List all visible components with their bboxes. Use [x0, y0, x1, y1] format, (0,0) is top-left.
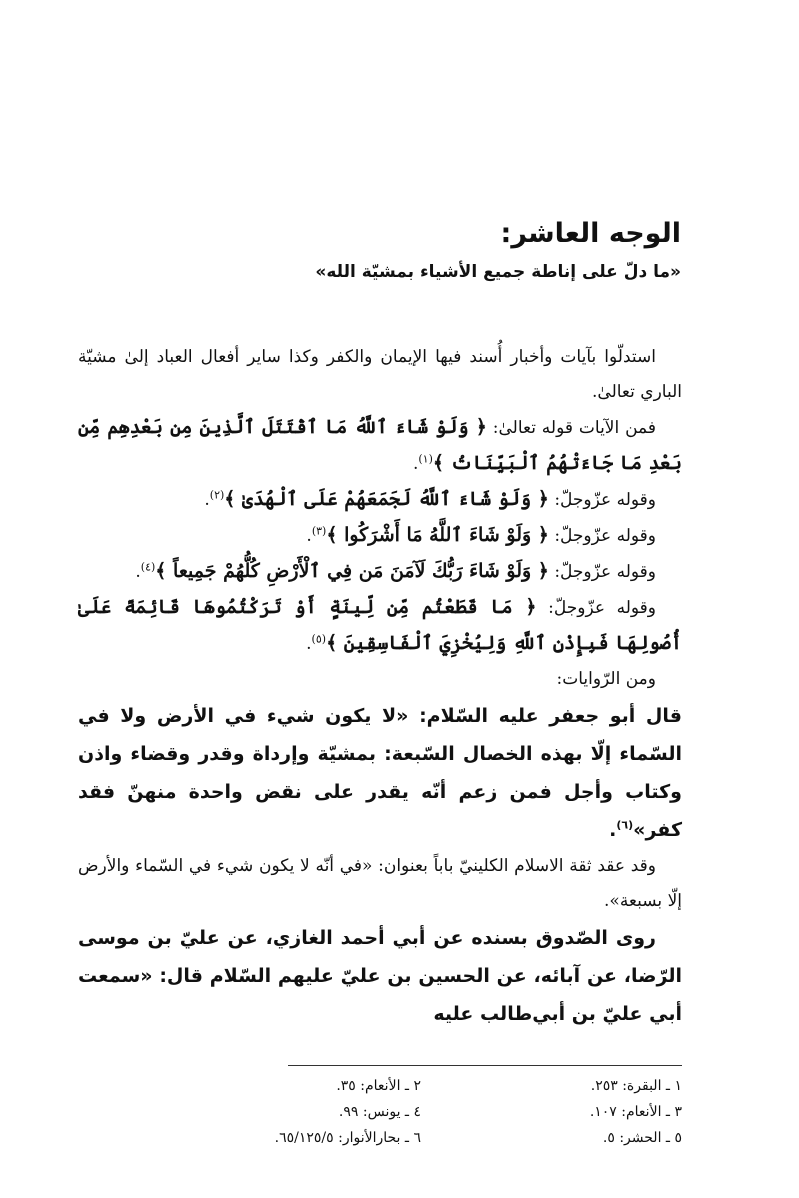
footnote-ref: (٥) — [311, 632, 327, 646]
paragraph-kulayni: وقد عقد ثقة الاسلام الكلينيّ باباً بعنوان: «في أنّه لا يكون شيء في السّماء والأرض إلّا بسبعة». — [78, 856, 682, 911]
paragraph-narrations-label: ومن الرّوايات: — [556, 669, 656, 689]
paragraph-verse-1: فمن الآيات قوله تعالىٰ: ﴿ وَلَوْ شَاءَ ٱللَّهُ مَا ٱقْتَتَلَ ٱلَّذِينَ مِن بَعْدِهِم مِّن بَعْدِ مَا جَاءَتْهُمُ ٱلْبَيِّنَاتُ ﴾$^{(١)}$. — [78, 416, 682, 474]
paragraph-verse-2: وقوله عزّوجلّ: ﴿ وَلَوْ شَاءَ ٱللَّهُ لَجَمَعَهُمْ عَلَى ٱلْهُدَىٰ ﴾$^{(٢)}$. — [204, 488, 656, 510]
quran-verse: ﴿ وَلَوْ شَاءَ ٱللَّهُ لَجَمَعَهُمْ عَلَى ٱلْهُدَىٰ ﴾ — [224, 488, 549, 510]
hadith-text: قال أبو جعفر عليه السّلام: «لا يكون شيء في الأرض ولا في السّماء إلّا بهذه الخصال السّبعة: بمشيّة وإرداة وقدر وقضاء واذن وكتاب وأجل فمن زعم أنّه يقدر على نقض واحدة منهنّ فقد كفر» — [78, 705, 682, 841]
quran-verse: ﴿ وَلَوْ شَاءَ رَبُّكَ لَآمَنَ مَن فِي ٱلْأَرْضِ كُلُّهُمْ جَمِيعاً ﴾ — [155, 560, 549, 582]
section-heading: الوجه العاشر: — [500, 218, 681, 249]
footnote: ٤ ـ يونس: ٩٩. — [338, 1104, 421, 1120]
footnote-ref: (٦) — [616, 818, 634, 832]
verse-lead: فمن الآيات قوله تعالىٰ: — [486, 418, 656, 438]
body-text — [78, 340, 682, 1033]
footnote: ٣ ـ الأنعام: ١٠٧. — [589, 1104, 682, 1120]
verse-lead: وقوله عزّوجلّ: — [548, 562, 656, 582]
paragraph-verse-5: وقوله عزّوجلّ: ﴿ مَا قَطَعْتُم مِّن لِّينَةٍ أَوْ تَرَكْتُمُوهَا قَائِمَةً عَلَىٰ أُصُولِهَا فَبِإِذْنِ ٱللَّهِ وَلِيُخْزِيَ ٱلْفَاسِقِينَ ﴾$^{(٥)}$. — [78, 596, 682, 654]
paragraph-saduq: روى الصّدوق بسنده عن أبي أحمد الغازي، عن عليّ بن موسى الرّضا، عن آبائه، عن الحسين بن عليّ عليهم السّلام قال: «سمعت أبي عليّ بن أبي‌طالب عليه — [78, 927, 682, 1025]
footnote: ٢ ـ الأنعام: ٣٥. — [336, 1078, 421, 1094]
quran-verse: ﴿ مَا قَطَعْتُم مِّن لِّينَةٍ أَوْ تَرَكْتُمُوهَا قَائِمَةً عَلَىٰ أُصُولِهَا فَبِإِذْنِ ٱللَّهِ وَلِيُخْزِيَ ٱلْفَاسِقِينَ ﴾ — [78, 596, 682, 654]
footnotes — [160, 1075, 682, 1149]
section-subheading: «ما دلّ على إناطة جميع الأشياء بمشيّة الله» — [315, 262, 681, 282]
paragraph-intro: استدلّوا بآيات وأخبار أُسند فيها الإيمان والكفر وكذا ساير أفعال العباد إلىٰ مشيّة الباري تعالىٰ. — [78, 347, 682, 402]
verse-lead: وقوله عزّوجلّ: — [548, 490, 656, 510]
quran-verse: ﴿ وَلَوْ شَاءَ ٱللَّهُ مَا ٱقْتَتَلَ ٱلَّذِينَ مِن بَعْدِهِم مِّن بَعْدِ مَا جَاءَتْهُمُ ٱلْبَيِّنَاتُ ﴾ — [78, 416, 682, 474]
verse-lead: وقوله عزّوجلّ: — [536, 598, 656, 618]
footnote-divider — [288, 1065, 682, 1066]
paragraph-hadith: قال أبو جعفر عليه السّلام: «لا يكون شيء في الأرض ولا في السّماء إلّا بهذه الخصال السّبعة: بمشيّة وإرداة وقدر وقضاء واذن وكتاب وأجل فمن زعم أنّه يقدر على نقض واحدة منهنّ فقد كفر»$^{(٦)}$. — [78, 705, 682, 841]
footnote: ٦ ـ بحارالأنوار: ٦٥/١٢٥/٥. — [274, 1130, 421, 1146]
footnote: ٥ ـ الحشر: ٥. — [602, 1130, 682, 1146]
paragraph-verse-3: وقوله عزّوجلّ: ﴿ وَلَوْ شَاءَ ٱللَّهُ مَا أَشْرَكُوا ﴾$^{(٣)}$. — [306, 524, 656, 546]
footnote-ref: (١) — [418, 452, 433, 466]
footnote-ref: (٢) — [209, 488, 225, 502]
verse-lead: وقوله عزّوجلّ: — [548, 526, 656, 546]
footnote-ref: (٣) — [311, 524, 327, 538]
footnote: ١ ـ البقرة: ٢٥٣. — [590, 1078, 682, 1094]
footnote-ref: (٤) — [140, 560, 156, 574]
paragraph-verse-4: وقوله عزّوجلّ: ﴿ وَلَوْ شَاءَ رَبُّكَ لَآمَنَ مَن فِي ٱلْأَرْضِ كُلُّهُمْ جَمِيعاً ﴾$^{(٤)}$. — [135, 560, 656, 582]
quran-verse: ﴿ وَلَوْ شَاءَ ٱللَّهُ مَا أَشْرَكُوا ﴾ — [326, 524, 549, 546]
